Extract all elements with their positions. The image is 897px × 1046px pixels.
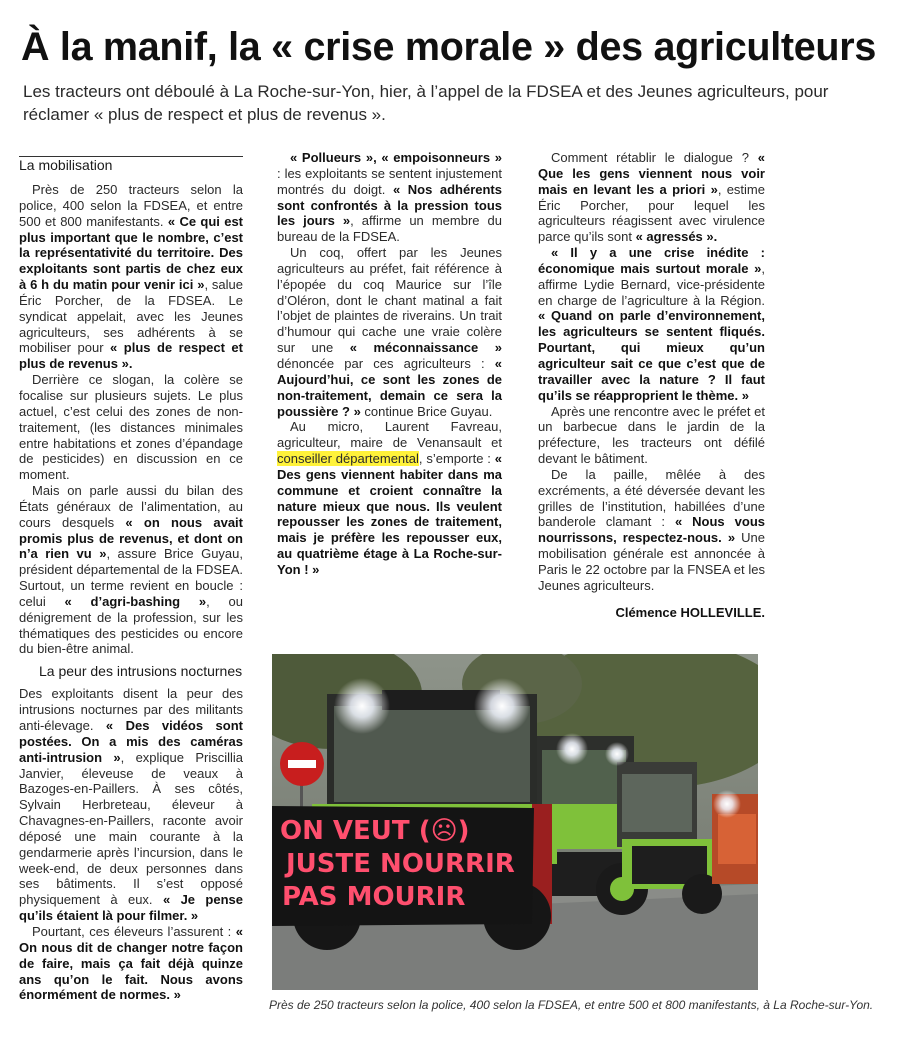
article-column-1: [19, 156, 243, 1003]
banner-text-line: PAS MOURIR: [282, 882, 466, 912]
byline: Clémence HOLLEVILLE.: [615, 604, 765, 620]
banner-text-line: ON VEUT (☹): [280, 816, 470, 846]
standfirst: Les tracteurs ont déboulé à La Roche-sur-Yon, hier, à l’appel de la FDSEA et des Jeunes agriculteurs, pour réclamer « plus de respect et plus de revenus ».: [23, 82, 829, 124]
article-column-3: [538, 150, 765, 620]
paragraph: Au micro, Laurent Favreau, agriculteur, maire de Venansault et conseiller départemental, s’emporte : « Des gens viennent habiter dans ma commune et croient connaître la nature mieux que nous. Ils veulent repousser les zones de traitement, mais je préfère les repousser eux, au quatrième étage à La Roche-sur-Yon ! »: [277, 419, 503, 577]
highlighted-text: conseiller départemental: [277, 451, 419, 467]
paragraph: Un coq, offert par les Jeunes agriculteurs au préfet, fait référence à l’épopée du coq Maurice sur l’île d’Oléron, dont le chant matinal a fait l’objet de plaintes de riverains. Un trait d’humour qui cache une vraie colère sur une « méconnaissance » dénoncée par ces agriculteurs : « Aujourd’hui, ce sont les zones de non-traitement, demain ce sera la poussière ? » continue Brice Guyau.: [277, 245, 502, 419]
headline: À la manif, la « crise morale » des agriculteurs: [21, 25, 876, 69]
banner-text-line: JUSTE NOURRIR: [286, 849, 515, 879]
paragraph: « Pollueurs », « empoisonneurs » : les exploitants se sentent injustement montrés du doigt. « Nos adhérents sont confrontés à la pression tous les jours », affirme un membre du bureau de la FDSEA.: [277, 150, 502, 245]
paragraph: Après une rencontre avec le préfet et un barbecue dans le jardin de la préfecture, les tracteurs ont défilé devant le bâtiment.: [538, 403, 765, 467]
paragraph: Comment rétablir le dialogue ? « Que les gens viennent nous voir mais en levant les a priori », estime Éric Porcher, pour lequel les agriculteurs réagissent avec virulence parce qu’ils sont « agressés ».: [538, 150, 765, 245]
paragraph: Près de 250 tracteurs selon la police, 400 selon la FDSEA, et entre 500 et 800 manifestants. « Ce qui est plus important que le nombre, c’est la représentativité du territoire. Des exploitants sont partis de chez eux à 6 h du matin pour venir ici », salue Éric Porcher, de la FDSEA. Le syndicat appelait, avec les Jeunes agriculteurs, ses adhérents à se mobiliser pour « plus de respect et plus de revenus ».: [19, 182, 244, 372]
paragraph: Derrière ce slogan, la colère se focalise sur plusieurs sujets. Le plus actuel, c’est celui des zones de non-traitement, (les distances minimales entre habitations et zones d’épandage de pesticides) en discussion en ce moment.: [19, 372, 243, 483]
article-column-2: [277, 150, 502, 578]
section-title: La mobilisation: [19, 156, 243, 173]
photo-caption: Près de 250 tracteurs selon la police, 400 selon la FDSEA, et entre 500 et 800 manifestants, à La Roche-sur-Yon.: [269, 998, 874, 1012]
subheading: La peur des intrusions nocturnes: [39, 663, 243, 680]
paragraph: Pourtant, ces éleveurs l’assurent : « On nous dit de changer notre façon de faire, mais ça fait déjà quinze ans qu’on le fait. Nous avons énormément de normes. »: [19, 923, 243, 1003]
paragraph: Des exploitants disent la peur des intrusions nocturnes par des militants anti-élevage. « Des vidéos sont postées. On a mis des caméras anti-intrusion », explique Priscillia Janvier, éleveuse de veaux à Bazoges-en-Paillers. À ses côtés, Sylvain Herbreteau, éleveur à Chavagnes-en-Paillers, raconte avoir déposé une main courante à la gendarmerie après l’incursion, dans le week-end, de deux personnes dans ses bâtiments. Il s’est opposé physiquement à eux. « Je pense qu’ils étaient là pour filmer. »: [19, 686, 244, 924]
paragraph: Mais on parle aussi du bilan des États généraux de l’alimentation, au cours desquels « on nous avait promis plus de revenus, et dont on n’a rien vu », assure Brice Guyau, président départemental de la FDSEA. Surtout, un terme revient en boucle : celui « d’agri-bashing », ou dénigrement de la profession, sur les thématiques des pesticides ou encore du bien-être animal.: [19, 483, 243, 657]
article-photo: [272, 654, 758, 990]
paragraph: « Il y a une crise inédite : économique mais surtout morale », affirme Lydie Bernard, vice-présidente en charge de l’agriculture à la Région. « Quand on parle d’environnement, les agriculteurs se sentent fliqués. Pourtant, qui mieux qu’un agriculteur sait ce que c’est que de travailler avec la nature ? Il faut qu’ils se réapproprient le thème. »: [538, 245, 765, 403]
paragraph: De la paille, mêlée à des excréments, a été déversée devant les grilles de l’institution, habillées d’une banderole clamant : « Nous vous nourrissons, respectez-nous. » Une mobilisation générale est annoncée à Paris le 22 octobre par la FNSEA et les Jeunes agriculteurs.: [538, 466, 765, 593]
